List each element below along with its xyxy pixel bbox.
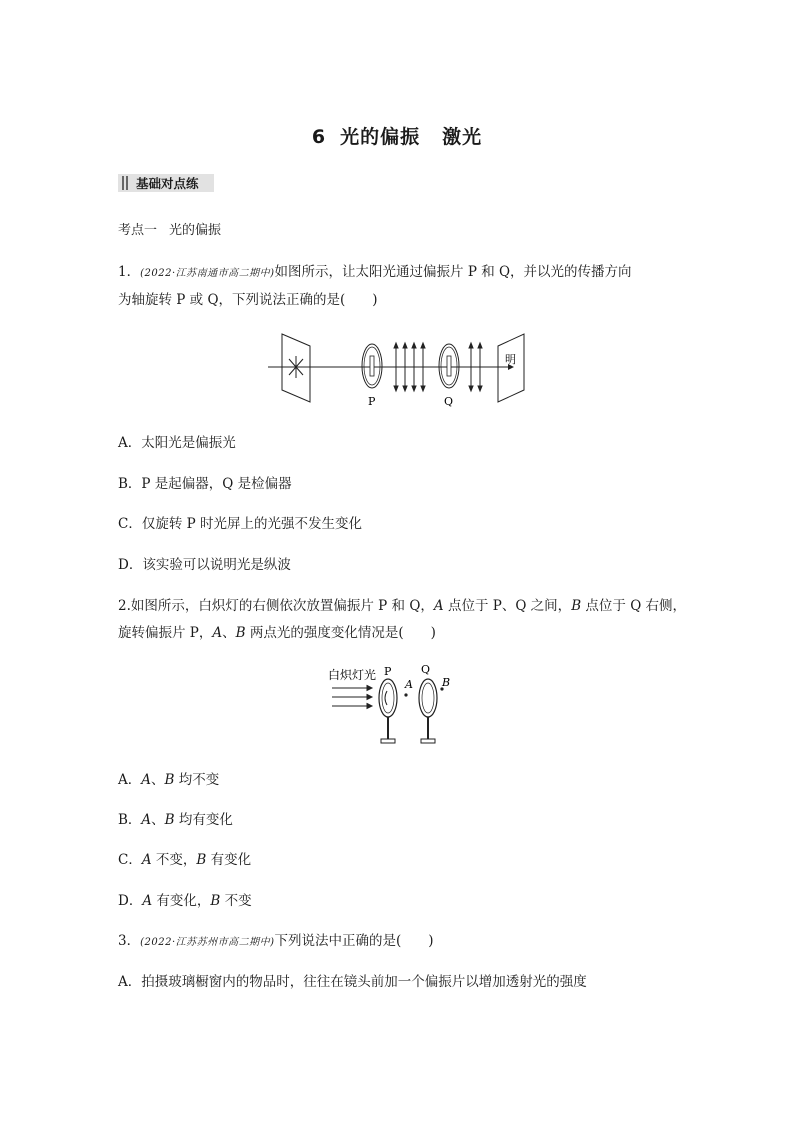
title-number: 6	[311, 126, 327, 148]
question-3-option-a: A．拍摄玻璃橱窗内的物品时，往往在镜头前加一个偏振片以增加透射光的强度	[118, 974, 587, 990]
title-part2: 激光	[442, 126, 483, 148]
polarizer-p	[362, 344, 382, 388]
question-1-stem: 如图所示，让太阳光通过偏振片 P 和 Q，并以光的传播方向	[274, 264, 632, 280]
question-1-option-c: C．仅旋转 P 时光屏上的光强不发生变化	[118, 516, 362, 532]
question-1-option-d: D．该实验可以说明光是纵波	[118, 557, 291, 573]
q2-point-a: A	[142, 893, 153, 909]
q2-point-a: A	[141, 772, 151, 788]
label-a: A	[405, 678, 413, 691]
q2-point-a: A	[141, 852, 152, 868]
q2-text: 、	[222, 625, 236, 641]
label-q: Q	[421, 663, 431, 676]
question-1-option-a: A．太阳光是偏振光	[118, 435, 236, 451]
section-tag-label: 基础对点练	[136, 176, 199, 191]
label-p: P	[384, 665, 392, 678]
option-text: 均不变	[174, 772, 220, 788]
q2-point-a: A	[433, 598, 444, 614]
option-text: 有变化，	[152, 893, 211, 909]
label-q: Q	[444, 395, 454, 408]
polarization-figure-1	[262, 326, 542, 410]
knowledge-point-heading	[118, 221, 221, 241]
question-1-line-1	[118, 262, 632, 284]
section-tag-bar	[122, 176, 124, 190]
option-prefix: C．	[118, 852, 142, 868]
option-text: 、	[151, 772, 165, 788]
option-text: 不变，	[151, 852, 197, 868]
question-1-number: 1．	[118, 264, 141, 280]
option-text: 均有变化	[174, 812, 233, 828]
question-2-option-a	[118, 770, 219, 790]
q2-point-b: B	[164, 772, 175, 788]
q2-text: 旋转偏振片 P，	[118, 625, 213, 641]
question-1-source: (2022·江苏南通市高二期中)	[140, 268, 275, 279]
question-2-option-d	[118, 891, 252, 911]
q2-point-b: B	[571, 598, 582, 614]
incoming-light-arrows	[332, 686, 372, 709]
title-part1: 光的偏振	[340, 126, 421, 148]
q2-point-a: A	[212, 625, 223, 641]
q2-text: 2.如图所示，白炽灯的右侧依次放置偏振片 P 和 Q，	[118, 598, 434, 614]
knowledge-point-name: 光的偏振	[169, 223, 222, 238]
lamp-label: 白炽灯光	[328, 668, 377, 682]
option-prefix: D．	[118, 893, 143, 909]
question-1-line-2: 为轴旋转 P 或 Q，下列说法正确的是( )	[118, 292, 378, 308]
label-p: P	[368, 395, 376, 408]
q2-text: 点位于 Q 右侧，	[581, 598, 687, 614]
option-text: 、	[151, 812, 165, 828]
q2-point-b: B	[164, 812, 175, 828]
polarizer-p-on-stand	[379, 679, 397, 743]
option-prefix: B．	[118, 812, 142, 828]
label-bright: 明	[505, 353, 516, 366]
section-tag-bar	[126, 176, 128, 190]
q2-point-b: B	[196, 852, 207, 868]
label-b: B	[442, 676, 451, 689]
polarizer-q	[439, 344, 459, 388]
page-title	[0, 122, 794, 149]
question-3-number: 3．	[118, 933, 141, 949]
section-tag	[118, 174, 214, 192]
option-text: 不变	[220, 893, 252, 909]
question-3-stem-text: 下列说法中正确的是( )	[274, 933, 434, 949]
q2-point-b: B	[210, 893, 221, 909]
polarization-figure-2	[326, 661, 466, 753]
q2-text: 点位于 P、Q 之间，	[443, 598, 572, 614]
question-2-option-c	[118, 850, 251, 870]
q2-point-a: A	[141, 812, 152, 828]
polarizer-q-on-stand	[419, 679, 437, 743]
question-2-line-2	[118, 623, 436, 643]
question-2-option-b	[118, 810, 233, 830]
question-2-line-1	[118, 596, 686, 616]
question-1-option-b: B．P 是起偏器，Q 是检偏器	[118, 476, 292, 492]
knowledge-point-label: 考点一	[118, 223, 158, 238]
option-prefix: A．	[118, 772, 142, 788]
question-3-source: (2022·江苏苏州市高二期中)	[140, 937, 275, 948]
q2-text: 两点光的强度变化情况是( )	[245, 625, 436, 641]
point-a-dot	[404, 693, 407, 696]
question-3-stem	[118, 931, 434, 953]
option-text: 有变化	[206, 852, 252, 868]
q2-point-b: B	[235, 625, 246, 641]
